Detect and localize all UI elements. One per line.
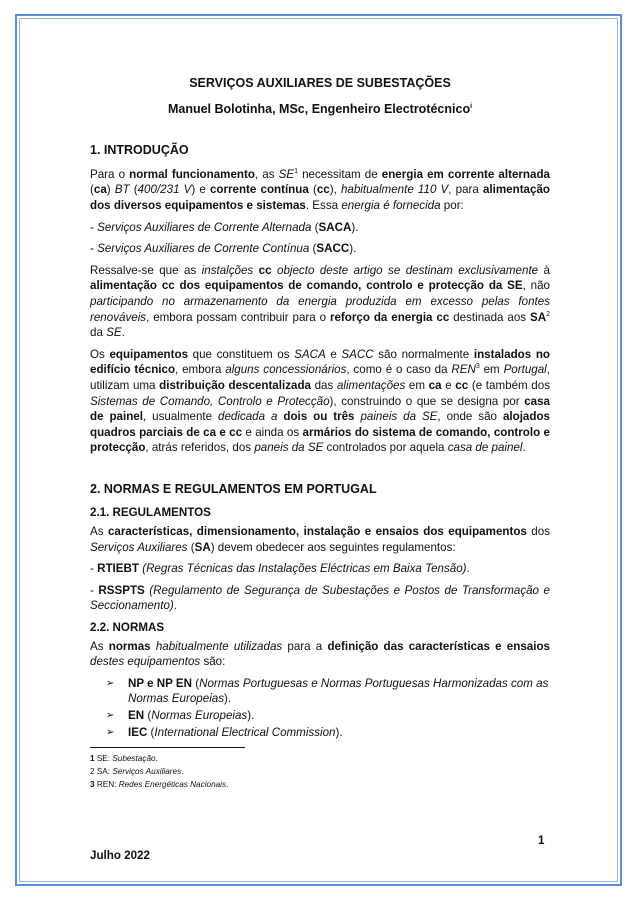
list-item: ➢ NP e NP EN (Normas Portuguesas e Normas Portuguesas Harmonizadas com as Normas Europeias). <box>106 676 549 706</box>
list-item-saca: - Serviços Auxiliares de Corrente Alternada (SACA). <box>90 220 359 234</box>
normas-paragraph: As normas habitualmente utilizadas para a definição das características e ensaios destes equipamentos são: <box>90 639 550 669</box>
footer-date: Julho 2022 <box>90 849 150 862</box>
arrow-bullet-icon: ➢ <box>106 677 115 689</box>
footnote-1: 1 SE: Subestação. <box>90 754 158 764</box>
arrow-bullet-icon: ➢ <box>106 710 115 721</box>
section-heading-normas: 2. NORMAS E REGULAMENTOS EM PORTUGAL <box>90 481 377 496</box>
regulamentos-paragraph: As características, dimensionamento, instalação e ensaios dos equipamentos dos Serviços Auxiliares (SA) devem obedecer aos seguintes regulamentos: <box>90 525 550 554</box>
document-title: SERVIÇOS AUXILIARES DE SUBESTAÇÕES <box>189 76 451 90</box>
author-line <box>90 102 550 118</box>
footnote-3: 3 REN: Redes Energéticas Nacionais. <box>90 780 229 790</box>
regulation-rssPts: - RSSPTS (Regulamento de Segurança de Subestações e Postos de Transformação e Seccionamento). <box>90 583 550 613</box>
intro-paragraph-3: Os equipamentos que constituem os SACA e SACC são normalmente instalados no edifício técnico, embora alguns concessionários, como é o caso da REN$^3$ em Portugal, utilizam uma distribuição descentalizada das alimentações em ca e cc (e também dos Sistemas de Comando, Controlo e Protecção), construindo o que se designa por casa de painel, usualmente dedicada a dois ou três paineis da SE, onde são alojados quadros parciais de ca e cc e ainda os armários do sistema de comando, controlo e protecção, atrás referidos, dos paneis da SE controlados por aquela casa de painel. <box>90 347 551 455</box>
subsection-heading-normas: 2.2. NORMAS <box>90 621 165 635</box>
intro-paragraph-1: Para o normal funcionamento, as $SE^1$ necessitam de energia em corrente alternada (ca) BT (400/231 V) e corrente contínua (cc), habitualmente 110 V, para alimentação dos diversos equipamentos e sistemas. Essa energia é fornecida por: <box>90 167 550 212</box>
arrow-bullet-icon: ➢ <box>106 726 115 738</box>
footnote-separator <box>90 747 245 748</box>
intro-paragraph-2: Ressalve-se que as instalções cc objecto deste artigo se destinam exclusivamente à alimentação cc dos equipamentos de comando, controlo e protecção da SE, não participando no armazenamento da energia produzida em excesso pelas fontes renováveis, embora possam contribuir para o reforço da energia cc destinada aos $SA^2$ da SE. <box>90 263 550 340</box>
standards-list <box>90 676 550 740</box>
footnote-ref-1: 1 <box>294 167 298 175</box>
footnote-ref-2: 2 <box>546 310 550 318</box>
regulation-rtiebt: - RTIEBT (Regras Técnicas das Instalações Eléctricas em Baixa Tensão). <box>90 562 470 576</box>
list-item: ➢ IEC (International Electrical Commission). <box>106 725 343 739</box>
footnote-2: 2 SA: Serviços Auxiliares. <box>90 767 184 777</box>
list-item-sacc: - Serviços Auxiliares de Corrente Contínua (SACC). <box>90 242 357 256</box>
author-endnote-mark: i <box>470 102 473 110</box>
list-item: ➢ EN (Normas Europeias). <box>106 709 255 722</box>
author-name: Manuel Bolotinha, MSc, Engenheiro Electrotécnico <box>167 101 471 116</box>
subsection-heading-regulamentos: 2.1. REGULAMENTOS <box>90 506 211 520</box>
footnote-ref-3: 3 <box>475 363 480 371</box>
page-number: 1 <box>538 834 545 847</box>
section-heading-introducao: 1. INTRODUÇÃO <box>90 143 189 158</box>
document-body <box>90 76 550 791</box>
